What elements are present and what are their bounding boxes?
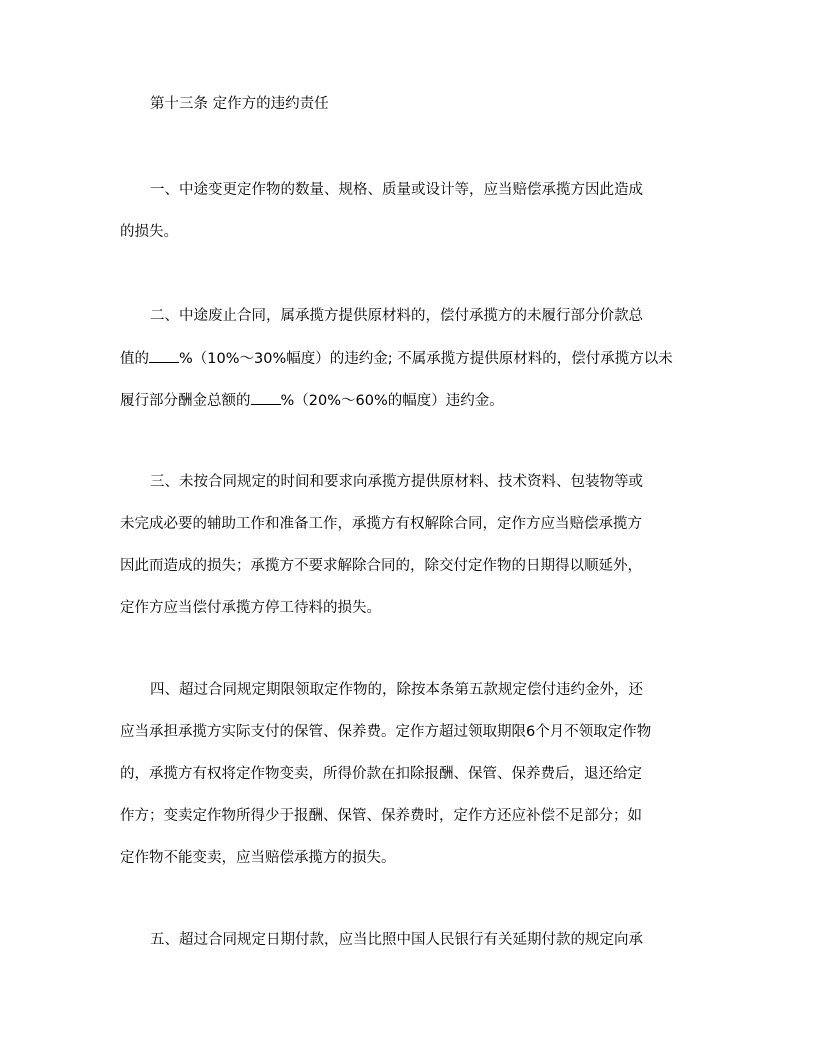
item-2-line-3-start: 履行部分酬金总额的 [120,393,251,409]
item-3-line-1: 三、未按合同规定的时间和要求向承揽方提供原材料、技术资料、包装物等或 [150,474,643,490]
item-2-line-2 [120,348,673,369]
article-heading: 第十三条 定作方的违约责任 [150,96,329,112]
item-4-line-1: 四、超过合同规定期限领取定作物的，除按本条第五款规定偿付违约金外，还 [150,682,643,698]
item-5-line-1: 五、超过合同规定日期付款，应当比照中国人民银行有关延期付款的规定向承 [150,932,643,948]
item-2-line-2-end: %（10%～30%幅度）的违约金; 不属承揽方提供原材料的，偿付承揽方以未 [179,351,673,367]
item-3-line-4: 定作方应当偿付承揽方停工待料的损失。 [120,600,381,616]
fill-in-blank[interactable] [251,390,281,405]
item-2-line-3-end: %（20%～60%的幅度）违约金。 [280,393,504,409]
item-2-line-2-start: 值的 [120,351,149,367]
item-1-line-1: 一、中途变更定作物的数量、规格、质量或设计等，应当赔偿承揽方因此造成 [150,182,643,198]
fill-in-blank[interactable] [149,348,179,363]
item-3-line-2: 未完成必要的辅助工作和准备工作，承揽方有权解除合同，定作方应当赔偿承揽方 [120,516,642,532]
item-2-line-1: 二、中途废止合同，属承揽方提供原材料的，偿付承揽方的未履行部分价款总 [150,308,643,324]
item-4-line-5: 定作物不能变卖，应当赔偿承揽方的损失。 [120,850,396,866]
item-4-line-4: 作方；变卖定作物所得少于报酬、保管、保养费时，定作方还应补偿不足部分；如 [120,808,642,824]
item-3-line-3: 因此而造成的损失；承揽方不要求解除合同的，除交付定作物的日期得以顺延外， [120,558,642,574]
item-2-line-3 [120,390,504,411]
item-1-line-2: 的损失。 [120,224,178,240]
item-4-line-2: 应当承担承揽方实际支付的保管、保养费。定作方超过领取期限6个月不领取定作物 [120,724,652,740]
item-4-line-3: 的，承揽方有权将定作物变卖，所得价款在扣除报酬、保管、保养费后，退还给定 [120,766,642,782]
